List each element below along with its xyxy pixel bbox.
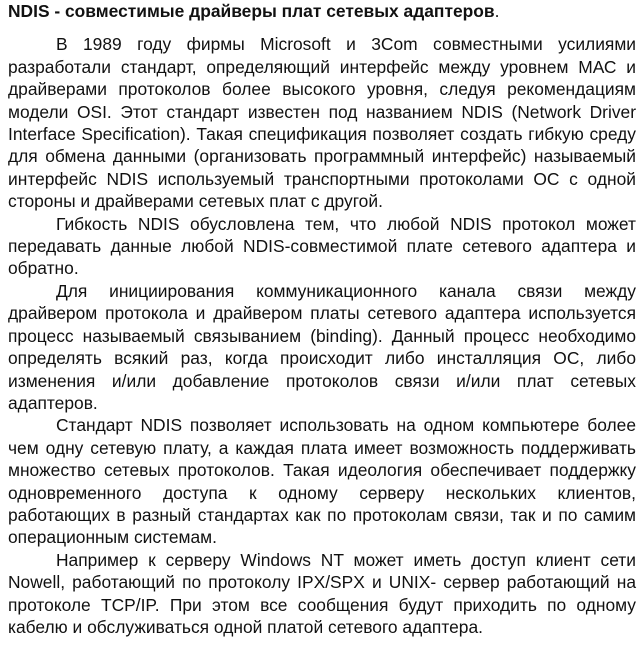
paragraph-multiple-adapters: Стандарт NDIS позволяет использовать на одном компьютере более чем одну сетевую плату, а каждая плата имеет возможность поддерживать множество сетевых протоколов. Такая идеология обеспечивает поддержку одновременного доступа к одному серверу нескольких клиентов, работающих в разный стандартах как по протоколам связи, так и по самим операционным системам. xyxy=(8,415,636,548)
document-title xyxy=(8,0,636,22)
paragraph-ndis-flexibility: Гибкость NDIS обусловлена тем, что любой NDIS протокол может передавать данные любой NDIS-совместимой плате сетевого адаптера и обратно. xyxy=(8,213,636,279)
document-title-period: . xyxy=(494,1,500,21)
paragraph-binding: Для инициирования коммуникационного канала связи между драйвером протокола и драйвером платы сетевого адаптера используется процесс называемый связыванием (binding). Данный процесс необходимо определять всякий раз, когда происходит либо инсталляция ОС, либо изменения и/или добавление протоколов связи и/или плат сетевых адаптеров. xyxy=(8,280,636,413)
paragraph-ndis-history: В 1989 году фирмы Microsoft и 3Com совместными усилиями разработали стандарт, определяющий интерфейс между уровнем МАС и драйверами протоколов более высокого уровня, следуя рекомендациям модели OSI. Этот стандарт известен под названием NDIS (Network Driver Interface Specification). Такая спецификация позволяет создать гибкую среду для обмена данными (организовать программный интерфейс) называемый интерфейс NDIS используемый транспортными протоколами ОС с одной стороны и драйверами сетевых плат с другой. xyxy=(8,34,636,212)
document-title-bold: NDIS - совместимые драйверы плат сетевых адаптеров xyxy=(8,1,495,21)
paragraph-example: Например к серверу Windows NT может иметь доступ клиент сети Nowell, работающий по протоколу IPX/SPX и UNIX- сервер работающий на протоколе TCP/IP. При этом все сообщения будут приходить по одному кабелю и обслуживаться одной платой сетевого адаптера. xyxy=(8,549,636,637)
document-page xyxy=(8,0,636,638)
